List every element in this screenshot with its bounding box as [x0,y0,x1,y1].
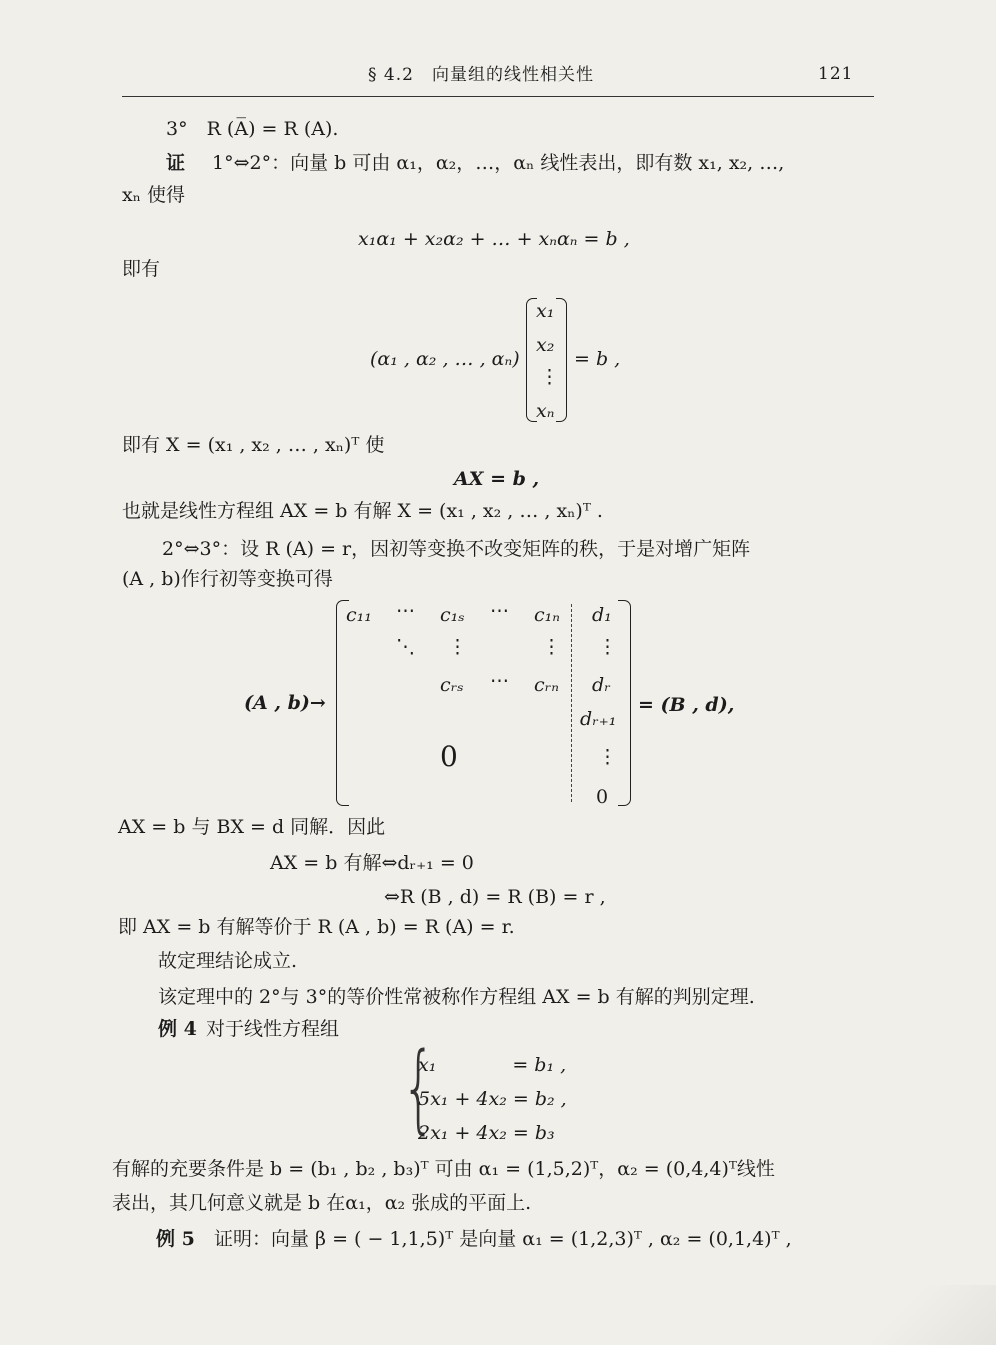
proof-2-3-line-1: 2°⇔3°：设 R (A) = r，因初等变换不改变矩阵的秩，于是对增广矩阵 [162,538,751,560]
example-4-label: 例 4 [158,1018,197,1040]
example-4-text: 对于线性方程组 [206,1018,340,1040]
matrix-left-paren [336,600,349,806]
system-eq-1: x₁ = b₁ , [418,1054,567,1076]
equation-linear-combination: x₁α₁ + x₂α₂ + … + xₙαₙ = b , [358,228,630,250]
cell-c11: c₁₁ [346,604,372,626]
alpha-row: (α₁ , α₂ , … , αₙ) [370,348,520,370]
cell-d1: d₁ [592,604,612,626]
matrix-right-label: = (B , d), [638,694,735,716]
text-conclusion: 故定理结论成立. [158,950,298,972]
augment-divider [571,604,572,802]
system-eq-3: 2x₁ + 4x₂ = b₃ [418,1122,555,1144]
matrix-right-paren [618,600,631,806]
text-has-solution: 也就是线性方程组 AX = b 有解 X = (x₁ , x₂ , … , xₙ)ᵀ . [122,500,603,522]
vec-x2: x₂ [536,334,555,356]
text-criterion: 该定理中的 2°与 3°的等价性常被称作方程组 AX = b 有解的判别定理. [158,986,755,1008]
text-condition-2: 表出，其几何意义就是 b 在α₁，α₂ 张成的平面上. [112,1192,532,1214]
cell-dots-2: ⋯ [490,600,509,622]
cell-crn: cᵣₙ [534,674,559,696]
cell-dots-3: ⋯ [490,670,509,692]
text-jiyou: 即有 [122,258,161,280]
example-5-text: 证明：向量 β = ( − 1,1,5)ᵀ 是向量 α₁ = (1,2,3)ᵀ , α₂ = (0,1,4)ᵀ , [214,1228,792,1250]
text-condition-1: 有解的充要条件是 b = (b₁ , b₂ , b₃)ᵀ 可由 α₁ = (1,5,2)ᵀ，α₂ = (0,4,4)ᵀ线性 [112,1158,775,1180]
cell-vdots-2: ⋮ [542,636,561,658]
text-same-solution: AX = b 与 BX = d 同解．因此 [118,816,386,838]
condition-3: 3° R (A̅) = R (A). [166,118,339,140]
vec-vdots: ⋮ [540,366,559,388]
proof-line-1: 1°⇔2°：向量 b 可由 α₁，α₂，…，αₙ 线性表出，即有数 x₁, x₂, …, [212,152,785,174]
equals-b: = b , [574,348,621,370]
cell-vdots-4: ⋮ [598,746,617,768]
vec-x1: x₁ [536,300,555,322]
cell-zero-block: 0 [440,740,458,773]
cell-dr1: dᵣ₊₁ [580,708,617,730]
example-5-label: 例 5 [156,1228,195,1250]
equation-AXb: AX = b , [454,468,540,490]
cell-crs: cᵣₛ [440,674,464,696]
cell-c1n: c₁ₙ [534,604,560,626]
proof-label: 证 [166,152,186,174]
scan-shadow [836,1285,996,1345]
cell-d-zero: 0 [596,786,609,808]
equation-equiv-2: ⇔R (B , d) = R (B) = r , [384,886,606,908]
cell-c1s: c₁ₛ [440,604,465,626]
text-X-def: 即有 X = (x₁ , x₂ , … , xₙ)ᵀ 使 [122,434,385,456]
equation-equiv-1: AX = b 有解⇔dᵣ₊₁ = 0 [270,852,474,874]
text-equivalent: 即 AX = b 有解等价于 R (A , b) = R (A) = r. [118,916,515,938]
system-eq-2: 5x₁ + 4x₂ = b₂ , [418,1088,567,1110]
cell-vdots-3: ⋮ [598,636,617,658]
cell-ddots: ⋱ [396,636,415,658]
cell-dr: dᵣ [592,674,611,696]
system-brace: { [401,1032,436,1144]
page-number: 121 [818,64,854,84]
cell-vdots-1: ⋮ [448,636,467,658]
proof-2-3-line-2: (A , b)作行初等变换可得 [122,568,333,590]
vec-xn: xₙ [536,400,555,422]
cell-dots-1: ⋯ [396,600,415,622]
matrix-left-label: (A , b)→ [244,692,326,714]
header-rule [122,96,874,97]
vector-right-paren [556,298,567,422]
running-header: § 4.2 向量组的线性相关性 [368,65,594,85]
proof-line-2: xₙ 使得 [122,184,185,206]
